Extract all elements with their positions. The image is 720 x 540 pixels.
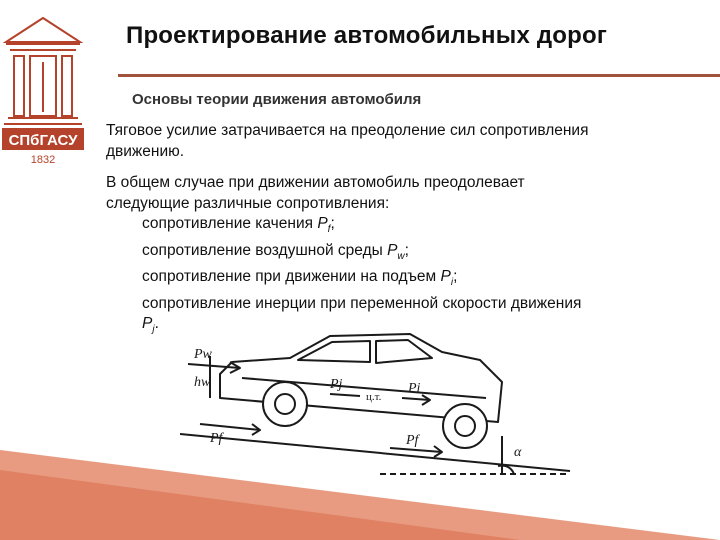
label-pj: Pj	[330, 377, 343, 392]
label-pi: Pi	[408, 381, 421, 396]
paragraph-2	[106, 173, 525, 214]
front-wheel	[443, 404, 487, 448]
label-hw: hw	[194, 375, 211, 390]
paragraph-1-line-2: движению.	[106, 142, 185, 160]
page-title: Проектирование автомобильных дорог	[126, 22, 608, 49]
car-forces-diagram	[180, 316, 580, 486]
list-item: сопротивление инерции при переменной скорости движения	[142, 294, 582, 312]
label-pf-front: Pf	[406, 433, 419, 448]
list-item-continuation: $P_j$.	[142, 315, 159, 336]
label-pw: Pw	[194, 347, 212, 362]
road-line	[180, 434, 570, 471]
label-center: ц.т.	[366, 391, 382, 403]
university-logo	[0, 0, 86, 170]
list-item: сопротивление при движении на подъем $P_i$;	[142, 268, 458, 289]
paragraph-1	[106, 121, 588, 162]
list-item: сопротивление воздушной среды $P_w$;	[142, 241, 409, 262]
label-pf-rear: Pf	[210, 431, 223, 446]
logo-year: 1832	[30, 154, 56, 166]
rear-wheel	[263, 382, 307, 426]
paragraph-2-line-2: следующие различные сопротивления:	[106, 194, 390, 212]
label-alpha: α	[514, 445, 522, 460]
logo-text: СПбГАСУ	[8, 132, 78, 149]
paragraph-2-line-1: В общем случае при движении автомобиль преодолевает	[106, 174, 525, 191]
list-item: сопротивление качения $P_f$;	[142, 215, 335, 236]
paragraph-1-line-1: Тяговое усилие затрачивается на преодоление сил сопротивления	[106, 122, 589, 139]
section-subtitle: Основы теории движения автомобиля	[132, 91, 422, 108]
title-divider	[118, 74, 720, 77]
